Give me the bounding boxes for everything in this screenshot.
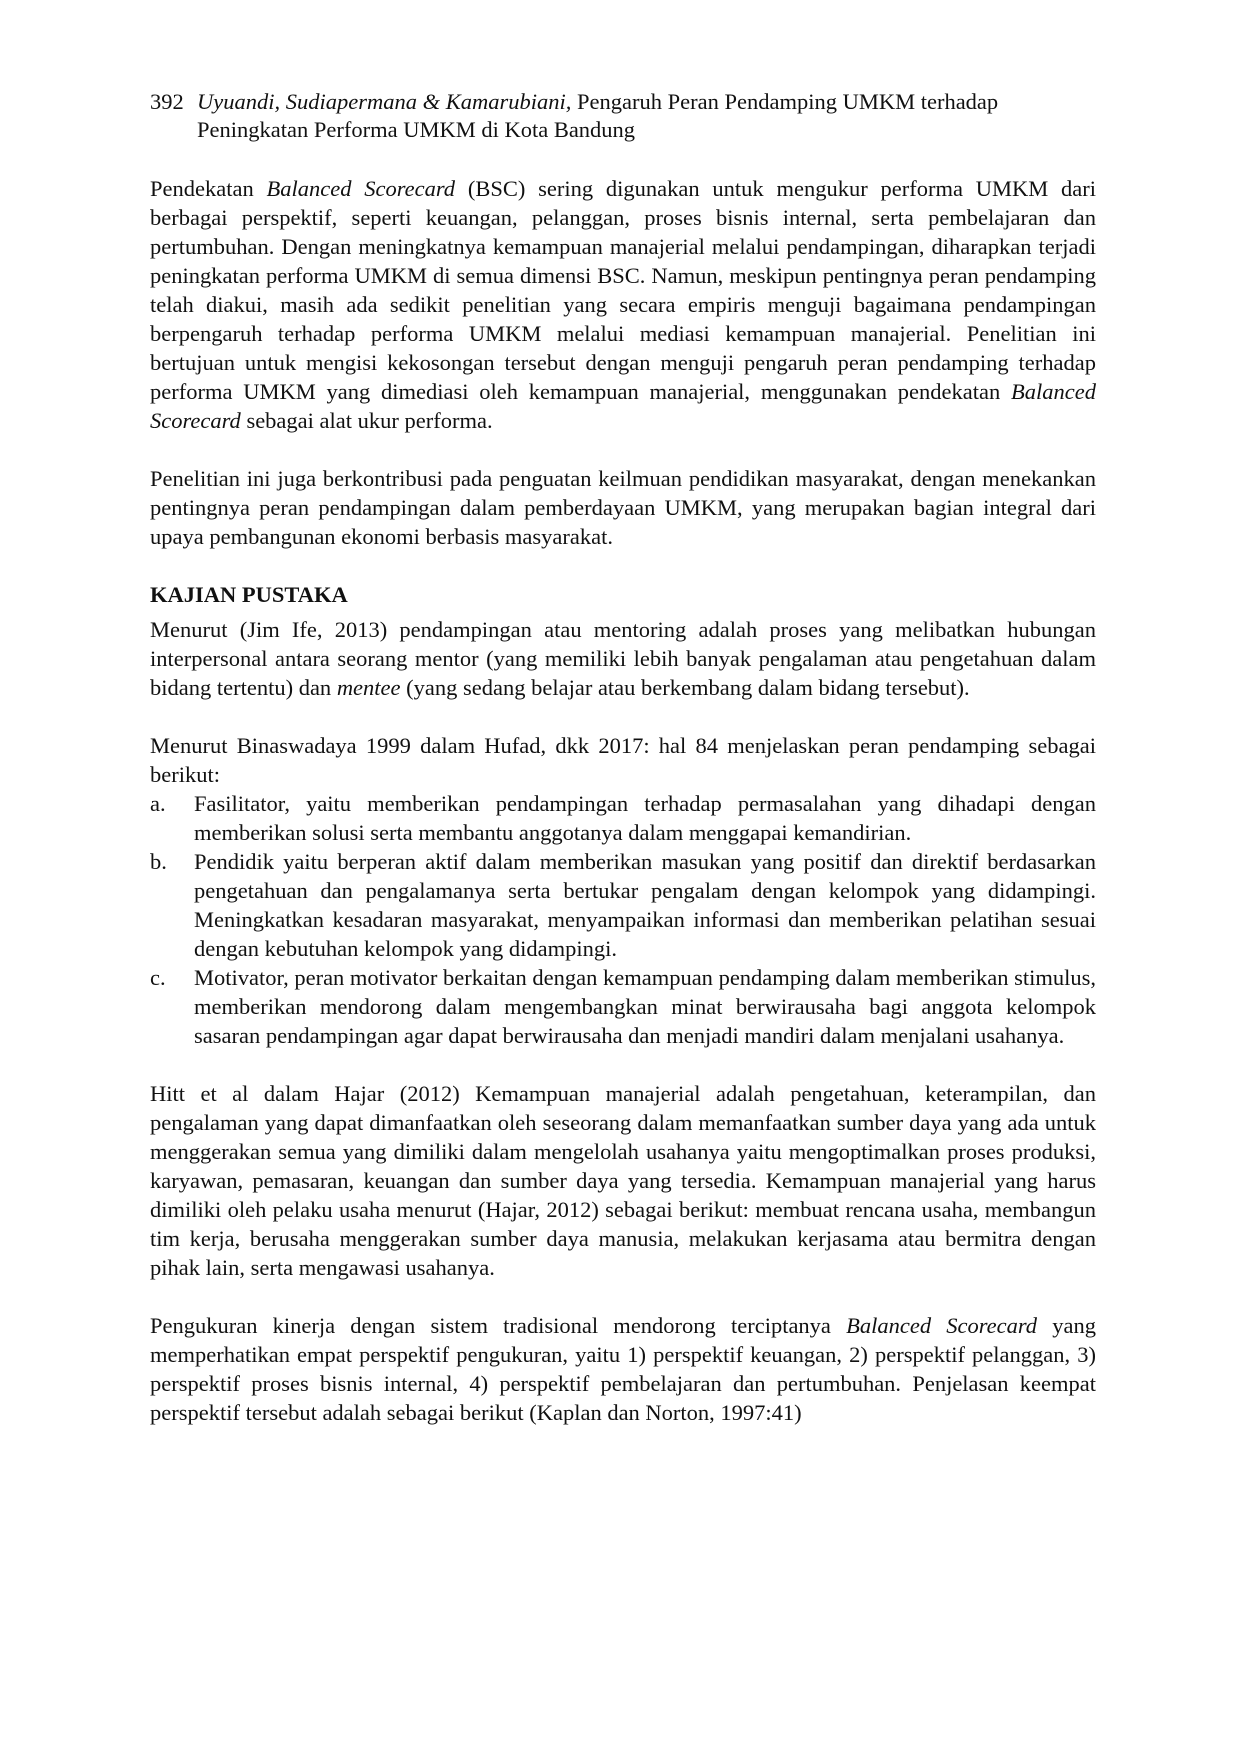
text-run: (yang sedang belajar atau berkembang dalam bidang tersebut). — [400, 675, 970, 700]
text-run: Pengukuran kinerja dengan sistem tradisional mendorong terciptanya — [150, 1313, 847, 1338]
list-item-text: Pendidik yaitu berperan aktif dalam memberikan masukan yang positif dan direktif berdasarkan pengetahuan dan pengalamanya serta bertukar pengalam dengan kelompok yang didampingi. Meningkatkan kesadaran masyarakat, menyampaikan informasi dan memberikan pelatihan sesuai dengan kebutuhan kelompok yang didampingi. — [194, 849, 1096, 961]
text-run: Menurut (Jim Ife, 2013) pendampingan atau mentoring adalah proses yang melibatkan hubungan interpersonal antara seorang mentor (yang memiliki lebih banyak pengalaman atau pengetahuan dalam bidang tertentu) dan — [150, 617, 1096, 700]
list-item-text: Fasilitator, yaitu memberikan pendampingan terhadap permasalahan yang dihadapi dengan memberikan solusi serta membantu anggotanya dalam menggapai kemandirian. — [194, 791, 1096, 845]
list-marker: a. — [150, 791, 166, 816]
running-header — [150, 88, 1090, 144]
list-item — [150, 789, 1096, 847]
header-authors: Uyuandi, Sudiapermana & Kamarubiani, — [197, 89, 572, 114]
paragraph-managerial-ability: Hitt et al dalam Hajar (2012) Kemampuan manajerial adalah pengetahuan, keterampilan, dan pengalaman yang dapat dimanfaatkan oleh seseorang dalam memanfaatkan sumber daya yang ada untuk menggerakan semua yang dimiliki dalam mengelolah usahanya yaitu mengoptimalkan proses produksi, karyawan, pemasaran, keuangan dan sumber daya yang tersedia. Kemampuan manajerial yang harus dimiliki oleh pelaku usaha menurut (Hajar, 2012) sebagai berikut: membuat rencana usaha, membangun tim kerja, berusaha menggerakan sumber daya manusia, melakukan kerjasama atau bermitra dengan pihak lain, serta mengawasi usahanya. — [150, 1081, 1096, 1280]
header-line-1 — [150, 88, 1090, 116]
roles-list — [150, 789, 1096, 1050]
italic-term: Balanced Scorecard — [846, 1313, 1038, 1338]
paragraph-roles-intro: Menurut Binaswadaya 1999 dalam Hufad, dkk 2017: hal 84 menjelaskan peran pendamping sebagai berikut: — [150, 733, 1096, 787]
italic-term: Balanced Scorecard — [150, 379, 1096, 433]
paragraph-bsc-intro — [150, 174, 1096, 435]
italic-term: Balanced Scorecard — [266, 176, 456, 201]
list-marker: b. — [150, 849, 167, 874]
header-title-line2: Peningkatan Performa UMKM di Kota Bandung — [197, 117, 636, 142]
list-marker: c. — [150, 965, 166, 990]
paragraph-performance-measurement — [150, 1311, 1096, 1427]
page-number: 392 — [150, 89, 184, 114]
italic-term: mentee — [336, 675, 401, 700]
text-run: Pendekatan — [150, 176, 267, 201]
header-title-line1: Pengaruh Peran Pendamping UMKM terhadap — [571, 89, 999, 114]
text-run: (BSC) sering digunakan untuk mengukur performa UMKM dari berbagai perspektif, seperti keuangan, pelanggan, proses bisnis internal, serta pembelajaran dan pertumbuhan. Dengan meningkatnya kemampuan manajerial melalui pendampingan, diharapkan terjadi peningkatan performa UMKM di semua dimensi BSC. Namun, meskipun pentingnya peran pendamping telah diakui, masih ada sedikit penelitian yang secara empiris menguji bagaimana pendampingan berpengaruh terhadap performa UMKM melalui mediasi kemampuan manajerial. Penelitian ini bertujuan untuk mengisi kekosongan tersebut dengan menguji pengaruh peran pendamping terhadap performa UMKM yang dimediasi oleh kemampuan manajerial, menggunakan pendekatan — [150, 176, 1096, 404]
paragraph-mentoring-definition — [150, 615, 1096, 702]
list-item — [150, 963, 1096, 1050]
section-heading: KAJIAN PUSTAKA — [150, 582, 348, 607]
list-item — [150, 847, 1096, 963]
body-text — [150, 174, 1096, 1427]
text-run: sebagai alat ukur performa. — [240, 408, 493, 433]
text-run: yang memperhatikan empat perspektif pengukuran, yaitu 1) perspektif keuangan, 2) perspektif pelanggan, 3) perspektif proses bisnis internal, 4) perspektif pembelajaran dan pertumbuhan. Penjelasan keempat perspektif tersebut adalah sebagai berikut (Kaplan dan Norton, 1997:41) — [150, 1313, 1096, 1425]
paragraph-contribution: Penelitian ini juga berkontribusi pada penguatan keilmuan pendidikan masyarakat, dengan menekankan pentingnya peran pendampingan dalam pemberdayaan UMKM, yang merupakan bagian integral dari upaya pembangunan ekonomi berbasis masyarakat. — [150, 466, 1096, 549]
list-item-text: Motivator, peran motivator berkaitan dengan kemampuan pendamping dalam memberikan stimulus, memberikan mendorong dalam mengembangkan minat berwirausaha bagi anggota kelompok sasaran pendampingan agar dapat berwirausaha dan menjadi mandiri dalam menjalani usahanya. — [194, 965, 1096, 1048]
